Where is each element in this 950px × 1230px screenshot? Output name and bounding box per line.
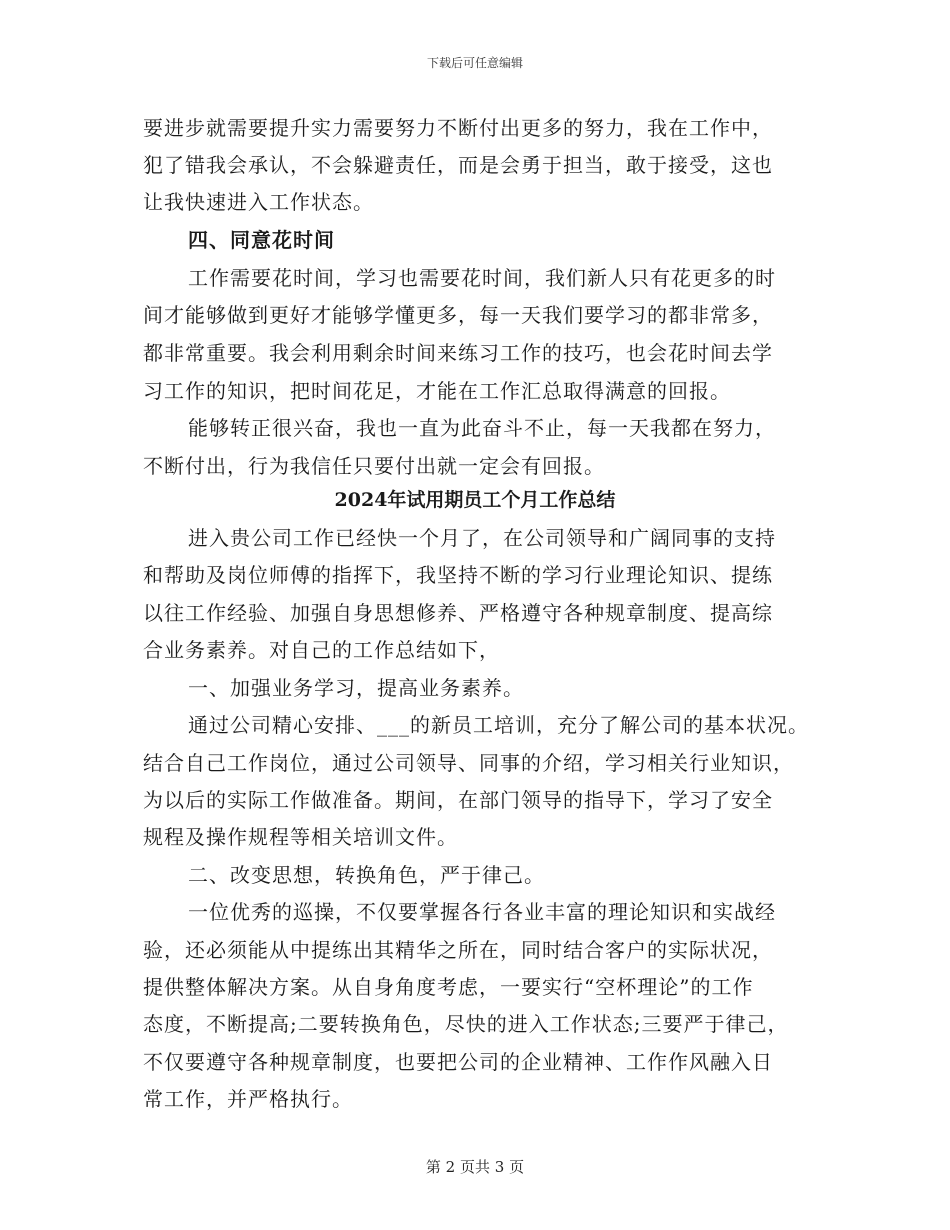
paragraph-line: 验，还必须能从中提练出其精华之所在，同时结合客户的实际状况， bbox=[143, 938, 773, 962]
paragraph-line: 一位优秀的巡操，不仅要掌握各行各业丰富的理论知识和实战经 bbox=[188, 900, 776, 924]
paragraph-line: 常工作，并严格执行。 bbox=[143, 1087, 353, 1111]
paragraph-line: 习工作的知识，把时间花足，才能在工作汇总取得满意的回报。 bbox=[143, 379, 731, 403]
paragraph-line: 规程及操作规程等相关培训文件。 bbox=[143, 825, 458, 849]
section-heading: 二、改变思想，转换角色，严于律己。 bbox=[188, 863, 545, 887]
page-header: 下载后可任意编辑 bbox=[426, 56, 523, 70]
document-title: 2024年试用期员工个月工作总结 bbox=[334, 489, 616, 511]
section-heading: 一、加强业务学习，提高业务素养。 bbox=[188, 676, 524, 700]
paragraph-line: 提供整体解决方案。从自身角度考虑，一要实行“空杯理论”的工作 bbox=[143, 975, 754, 999]
paragraph-line: 工作需要花时间，学习也需要花时间，我们新人只有花更多的时 bbox=[188, 266, 776, 290]
paragraph-line: 合业务素养。对自己的工作总结如下， bbox=[143, 638, 500, 662]
paragraph-line: 为以后的实际工作做准备。期间，在部门领导的指导下，学习了安全 bbox=[143, 788, 773, 812]
paragraph-line: 和帮助及岗位师傅的指挥下，我坚持不断的学习行业理论知识、提练 bbox=[143, 563, 773, 587]
paragraph-line: 要进步就需要提升实力需要努力不断付出更多的努力，我在工作中， bbox=[143, 116, 773, 140]
paragraph-line: 态度，不断提高;二要转换角色，尽快的进入工作状态;三要严于律己， bbox=[143, 1012, 789, 1036]
paragraph-line: 不断付出，行为我信任只要付出就一定会有回报。 bbox=[143, 454, 605, 478]
paragraph-line: 通过公司精心安排、___的新员工培训，充分了解公司的基本状况。 bbox=[188, 713, 809, 737]
paragraph-line: 不仅要遵守各种规章制度，也要把公司的企业精神、工作作风融入日 bbox=[143, 1050, 773, 1074]
paragraph-line: 结合自己工作岗位，通过公司领导、同事的介绍，学习相关行业知识， bbox=[143, 751, 794, 775]
paragraph-line: 犯了错我会承认，不会躲避责任，而是会勇于担当，敢于接受，这也 bbox=[143, 153, 773, 177]
paragraph-line: 能够转正很兴奋，我也一直为此奋斗不止，每一天我都在努力， bbox=[188, 416, 776, 440]
paragraph-line: 间才能够做到更好才能够学懂更多，每一天我们要学习的都非常多， bbox=[143, 303, 773, 327]
paragraph-line: 以往工作经验、加强自身思想修养、严格遵守各种规章制度、提高综 bbox=[143, 601, 773, 625]
paragraph-line: 让我快速进入工作状态。 bbox=[143, 190, 374, 214]
paragraph-line: 进入贵公司工作已经快一个月了，在公司领导和广阔同事的支持 bbox=[188, 526, 776, 550]
section-heading: 四、同意花时间 bbox=[188, 228, 335, 252]
page-footer: 第 2 页共 3 页 bbox=[425, 1158, 525, 1176]
paragraph-line: 都非常重要。我会利用剩余时间来练习工作的技巧，也会花时间去学 bbox=[143, 341, 773, 365]
